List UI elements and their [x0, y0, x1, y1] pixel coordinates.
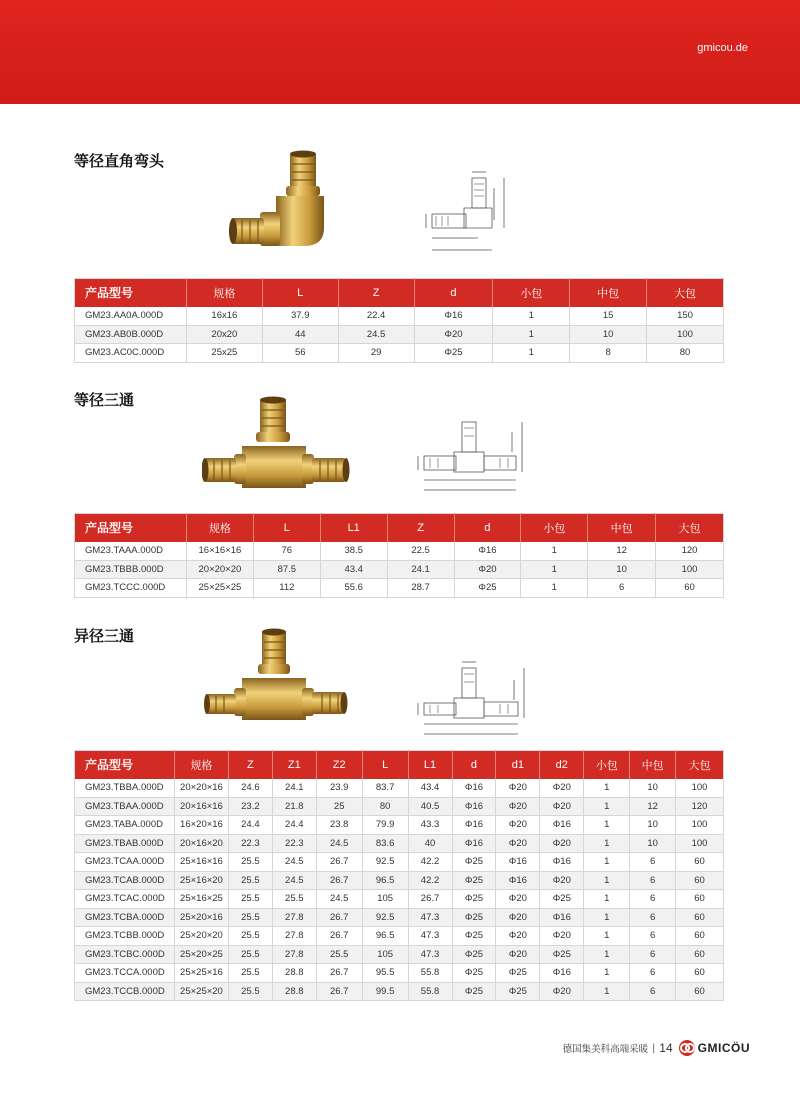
table-cell: 25×25×16: [174, 964, 228, 983]
table-cell: 92.5: [362, 908, 408, 927]
column-header: 规格: [186, 514, 253, 542]
table-cell: 60: [676, 964, 724, 983]
table-cell: Φ25: [414, 344, 493, 363]
column-header: Z1: [272, 751, 316, 779]
table-cell: 44: [262, 325, 338, 344]
table-header-row: [75, 514, 724, 542]
column-header: 规格: [186, 279, 262, 307]
table-cell: 1: [584, 779, 630, 798]
table-cell: 10: [630, 834, 676, 853]
column-header: 中包: [630, 751, 676, 779]
column-header: 大包: [656, 514, 724, 542]
table-cell: Φ16: [454, 542, 521, 561]
table-cell: 80: [647, 344, 724, 363]
column-header: 大包: [647, 279, 724, 307]
table-cell: 42.2: [408, 871, 452, 890]
table-cell: 24.5: [272, 853, 316, 872]
table-cell: 1: [584, 871, 630, 890]
column-header: L1: [408, 751, 452, 779]
table-cell: 1: [584, 816, 630, 835]
table-cell: 25×16×20: [174, 871, 228, 890]
table-cell: 55.8: [408, 964, 452, 983]
table-cell: 6: [630, 927, 676, 946]
table-cell: 25.5: [228, 890, 272, 909]
site-url[interactable]: gmicou.de: [697, 42, 748, 54]
table-cell: Φ25: [452, 927, 496, 946]
table-cell: Φ20: [496, 797, 540, 816]
table-cell: 26.7: [316, 908, 362, 927]
table-cell: 1: [584, 834, 630, 853]
table-cell: Φ16: [540, 964, 584, 983]
table-cell: 60: [676, 982, 724, 1001]
table-cell: 27.8: [272, 945, 316, 964]
table-cell: 25×20×16: [174, 908, 228, 927]
table-cell: 26.7: [316, 982, 362, 1001]
table-cell: 105: [362, 945, 408, 964]
model-number-cell: GM23.TBBA.000D: [75, 779, 175, 798]
table-cell: 25.5: [228, 908, 272, 927]
table-cell: 28.7: [387, 579, 454, 598]
section-title: 等径三通: [74, 391, 135, 409]
table-cell: 28.8: [272, 982, 316, 1001]
section-tee: [74, 386, 724, 601]
table-cell: 25.5: [228, 945, 272, 964]
table-cell: 1: [584, 908, 630, 927]
page-footer: [563, 1040, 750, 1056]
section-title: 等径直角弯头: [74, 152, 165, 170]
table-cell: 1: [493, 325, 570, 344]
section-title: 异径三通: [74, 627, 135, 645]
table-cell: 25×16×16: [174, 853, 228, 872]
table-cell: 43.4: [320, 560, 387, 579]
table-cell: 120: [656, 542, 724, 561]
table-cell: Φ20: [454, 560, 521, 579]
column-header: d: [452, 751, 496, 779]
table-cell: 25×25×20: [174, 982, 228, 1001]
table-cell: 26.7: [316, 853, 362, 872]
table-cell: 1: [584, 890, 630, 909]
table-cell: Φ20: [496, 927, 540, 946]
table-cell: 1: [493, 307, 570, 326]
table-cell: Φ16: [452, 816, 496, 835]
brand-logo-text: GMICÖU: [697, 1041, 750, 1055]
table-cell: Φ25: [540, 945, 584, 964]
table-cell: 25×25×25: [186, 579, 253, 598]
table-cell: Φ25: [452, 853, 496, 872]
table-cell: 16×20×16: [174, 816, 228, 835]
column-header: Z2: [316, 751, 362, 779]
table-cell: 8: [570, 344, 647, 363]
table-cell: 25.5: [228, 982, 272, 1001]
table-cell: 24.6: [228, 779, 272, 798]
table-row: [75, 908, 724, 927]
table-cell: 95.5: [362, 964, 408, 983]
table-row: [75, 560, 724, 579]
table-header-row: [75, 279, 724, 307]
table-cell: 25: [316, 797, 362, 816]
table-cell: 6: [630, 890, 676, 909]
table-cell: 22.3: [272, 834, 316, 853]
table-cell: 24.5: [316, 834, 362, 853]
table-cell: 24.4: [272, 816, 316, 835]
table-cell: 47.3: [408, 945, 452, 964]
table-cell: 21.8: [272, 797, 316, 816]
column-header: d: [454, 514, 521, 542]
table-cell: 10: [630, 816, 676, 835]
column-header: Z: [228, 751, 272, 779]
table-cell: 20×16×20: [174, 834, 228, 853]
table-cell: Φ25: [496, 982, 540, 1001]
table-cell: 6: [630, 908, 676, 927]
table-cell: 83.7: [362, 779, 408, 798]
spec-table: [74, 750, 724, 1001]
model-number-cell: GM23.TBAB.000D: [75, 834, 175, 853]
table-cell: Φ16: [452, 834, 496, 853]
table-cell: Φ16: [452, 779, 496, 798]
column-header: 小包: [493, 279, 570, 307]
table-row: [75, 307, 724, 326]
table-cell: 22.3: [228, 834, 272, 853]
table-cell: Φ16: [496, 871, 540, 890]
table-cell: 23.9: [316, 779, 362, 798]
table-cell: 96.5: [362, 871, 408, 890]
column-header: d1: [496, 751, 540, 779]
table-cell: 25.5: [228, 927, 272, 946]
table-cell: 60: [676, 927, 724, 946]
table-cell: 120: [676, 797, 724, 816]
model-number-cell: GM23.TCBA.000D: [75, 908, 175, 927]
table-cell: 24.5: [338, 325, 414, 344]
table-cell: 60: [656, 579, 724, 598]
column-header: 产品型号: [75, 279, 187, 307]
table-cell: 26.7: [316, 927, 362, 946]
table-row: [75, 325, 724, 344]
table-row: [75, 927, 724, 946]
reducing-tee-technical-drawing: [412, 658, 534, 750]
model-number-cell: GM23.TCCB.000D: [75, 982, 175, 1001]
column-header: 大包: [676, 751, 724, 779]
table-cell: 96.5: [362, 927, 408, 946]
column-header: L: [362, 751, 408, 779]
table-cell: 20x20: [186, 325, 262, 344]
table-cell: 1: [521, 542, 588, 561]
column-header: 规格: [174, 751, 228, 779]
model-number-cell: GM23.AC0C.000D: [75, 344, 187, 363]
table-cell: 100: [676, 834, 724, 853]
spec-table: [74, 278, 724, 363]
table-cell: Φ16: [540, 853, 584, 872]
table-cell: 56: [262, 344, 338, 363]
table-cell: Φ20: [496, 890, 540, 909]
table-row: [75, 945, 724, 964]
section-reducing-tee: [74, 622, 724, 1012]
table-row: [75, 982, 724, 1001]
column-header: Z: [387, 514, 454, 542]
table-header-row: [75, 751, 724, 779]
table-cell: Φ16: [496, 853, 540, 872]
table-cell: 87.5: [253, 560, 320, 579]
table-cell: 25.5: [228, 964, 272, 983]
table-cell: 47.3: [408, 927, 452, 946]
column-header: 小包: [584, 751, 630, 779]
table-cell: 25×20×25: [174, 945, 228, 964]
table-cell: Φ20: [540, 779, 584, 798]
table-cell: Φ25: [540, 890, 584, 909]
elbow-technical-drawing: [420, 168, 520, 260]
table-cell: Φ16: [452, 797, 496, 816]
model-number-cell: GM23.TCAB.000D: [75, 871, 175, 890]
table-cell: 15: [570, 307, 647, 326]
column-header: 小包: [521, 514, 588, 542]
table-cell: Φ25: [452, 890, 496, 909]
table-cell: 38.5: [320, 542, 387, 561]
table-cell: 24.1: [387, 560, 454, 579]
column-header: 产品型号: [75, 751, 175, 779]
table-cell: 24.4: [228, 816, 272, 835]
table-cell: 1: [521, 560, 588, 579]
table-cell: 26.7: [316, 964, 362, 983]
table-cell: 16x16: [186, 307, 262, 326]
table-cell: 25.5: [316, 945, 362, 964]
table-row: [75, 579, 724, 598]
table-row: [75, 871, 724, 890]
table-cell: 25x25: [186, 344, 262, 363]
model-number-cell: GM23.TBBB.000D: [75, 560, 187, 579]
table-cell: 26.7: [316, 871, 362, 890]
table-cell: Φ25: [452, 945, 496, 964]
table-cell: Φ20: [414, 325, 493, 344]
footer-separator: |: [652, 1042, 656, 1054]
table-cell: 16×16×16: [186, 542, 253, 561]
table-cell: 20×16×16: [174, 797, 228, 816]
table-cell: 1: [493, 344, 570, 363]
table-cell: 25.5: [228, 853, 272, 872]
table-cell: Φ20: [540, 834, 584, 853]
model-number-cell: GM23.TCBC.000D: [75, 945, 175, 964]
table-cell: Φ20: [496, 816, 540, 835]
tee-technical-drawing: [412, 412, 532, 504]
table-cell: 92.5: [362, 853, 408, 872]
table-cell: 60: [676, 908, 724, 927]
table-cell: 6: [588, 579, 656, 598]
table-cell: 83.6: [362, 834, 408, 853]
table-cell: 55.8: [408, 982, 452, 1001]
table-cell: 112: [253, 579, 320, 598]
model-number-cell: GM23.TCCC.000D: [75, 579, 187, 598]
column-header: 产品型号: [75, 514, 187, 542]
table-cell: 100: [656, 560, 724, 579]
table-cell: 60: [676, 945, 724, 964]
table-cell: 76: [253, 542, 320, 561]
table-cell: 29: [338, 344, 414, 363]
table-cell: 6: [630, 964, 676, 983]
table-cell: 80: [362, 797, 408, 816]
header-band: [0, 0, 800, 104]
table-cell: 27.8: [272, 908, 316, 927]
table-cell: 25.5: [228, 871, 272, 890]
table-cell: 10: [630, 779, 676, 798]
table-cell: 12: [588, 542, 656, 561]
table-cell: 100: [676, 779, 724, 798]
table-cell: 20×20×20: [186, 560, 253, 579]
table-cell: 37.9: [262, 307, 338, 326]
column-header: 中包: [570, 279, 647, 307]
table-cell: Φ20: [496, 779, 540, 798]
table-row: [75, 797, 724, 816]
column-header: d: [414, 279, 493, 307]
table-cell: 23.8: [316, 816, 362, 835]
table-cell: 99.5: [362, 982, 408, 1001]
table-row: [75, 834, 724, 853]
table-cell: 150: [647, 307, 724, 326]
table-cell: 1: [521, 579, 588, 598]
table-cell: 40: [408, 834, 452, 853]
table-cell: 25.5: [272, 890, 316, 909]
table-cell: 60: [676, 853, 724, 872]
table-cell: 28.8: [272, 964, 316, 983]
column-header: Z: [338, 279, 414, 307]
table-cell: 43.4: [408, 779, 452, 798]
model-number-cell: GM23.TABA.000D: [75, 816, 175, 835]
table-cell: Φ20: [496, 945, 540, 964]
table-cell: Φ20: [540, 797, 584, 816]
model-number-cell: GM23.TCAA.000D: [75, 853, 175, 872]
table-row: [75, 344, 724, 363]
table-cell: Φ25: [452, 964, 496, 983]
table-cell: 40.5: [408, 797, 452, 816]
table-cell: 60: [676, 871, 724, 890]
table-cell: 24.1: [272, 779, 316, 798]
table-cell: 23.2: [228, 797, 272, 816]
model-number-cell: GM23.TCBB.000D: [75, 927, 175, 946]
table-cell: 47.3: [408, 908, 452, 927]
table-cell: 1: [584, 964, 630, 983]
table-cell: 22.5: [387, 542, 454, 561]
section-elbow: [74, 146, 724, 372]
table-cell: 6: [630, 853, 676, 872]
page-number: 14: [659, 1041, 673, 1055]
column-header: L: [253, 514, 320, 542]
footer-tagline: 德国集美科高端采暖: [562, 1044, 649, 1055]
column-header: L: [262, 279, 338, 307]
table-cell: Φ25: [454, 579, 521, 598]
table-cell: 79.9: [362, 816, 408, 835]
table-cell: 1: [584, 945, 630, 964]
table-cell: 55.6: [320, 579, 387, 598]
model-number-cell: GM23.AA0A.000D: [75, 307, 187, 326]
table-cell: 6: [630, 982, 676, 1001]
table-cell: Φ20: [496, 908, 540, 927]
model-number-cell: GM23.TCAC.000D: [75, 890, 175, 909]
table-row: [75, 816, 724, 835]
table-cell: Φ16: [540, 816, 584, 835]
table-cell: 1: [584, 982, 630, 1001]
table-cell: 43.3: [408, 816, 452, 835]
table-cell: 100: [676, 816, 724, 835]
table-cell: Φ20: [540, 927, 584, 946]
table-cell: 24.5: [316, 890, 362, 909]
table-cell: 26.7: [408, 890, 452, 909]
column-header: d2: [540, 751, 584, 779]
table-cell: 6: [630, 871, 676, 890]
table-cell: Φ20: [540, 982, 584, 1001]
table-row: [75, 890, 724, 909]
column-header: 中包: [588, 514, 656, 542]
gmicou-logo-icon: [679, 1040, 695, 1056]
table-cell: 25×16×25: [174, 890, 228, 909]
table-cell: 27.8: [272, 927, 316, 946]
table-cell: 22.4: [338, 307, 414, 326]
table-row: [75, 779, 724, 798]
table-cell: 1: [584, 797, 630, 816]
table-cell: Φ16: [540, 908, 584, 927]
model-number-cell: GM23.TBAA.000D: [75, 797, 175, 816]
table-cell: 60: [676, 890, 724, 909]
spec-table: [74, 513, 724, 598]
table-cell: Φ25: [452, 982, 496, 1001]
elbow-fitting-icon: [224, 150, 334, 262]
table-cell: 6: [630, 945, 676, 964]
table-cell: 24.5: [272, 871, 316, 890]
model-number-cell: GM23.TCCA.000D: [75, 964, 175, 983]
table-cell: 105: [362, 890, 408, 909]
table-cell: 25×20×20: [174, 927, 228, 946]
table-cell: Φ25: [452, 908, 496, 927]
table-cell: 12: [630, 797, 676, 816]
table-row: [75, 542, 724, 561]
table-cell: 20×20×16: [174, 779, 228, 798]
table-cell: Φ16: [414, 307, 493, 326]
table-row: [75, 964, 724, 983]
tee-fitting-icon: [202, 396, 350, 506]
table-row: [75, 853, 724, 872]
table-cell: Φ20: [540, 871, 584, 890]
table-cell: Φ25: [496, 964, 540, 983]
column-header: L1: [320, 514, 387, 542]
table-cell: Φ25: [452, 871, 496, 890]
model-number-cell: GM23.AB0B.000D: [75, 325, 187, 344]
model-number-cell: GM23.TAAA.000D: [75, 542, 187, 561]
table-cell: 10: [570, 325, 647, 344]
table-cell: 1: [584, 853, 630, 872]
table-cell: 42.2: [408, 853, 452, 872]
table-cell: Φ20: [496, 834, 540, 853]
reducing-tee-fitting-icon: [202, 628, 350, 738]
table-cell: 10: [588, 560, 656, 579]
table-cell: 1: [584, 927, 630, 946]
table-cell: 100: [647, 325, 724, 344]
